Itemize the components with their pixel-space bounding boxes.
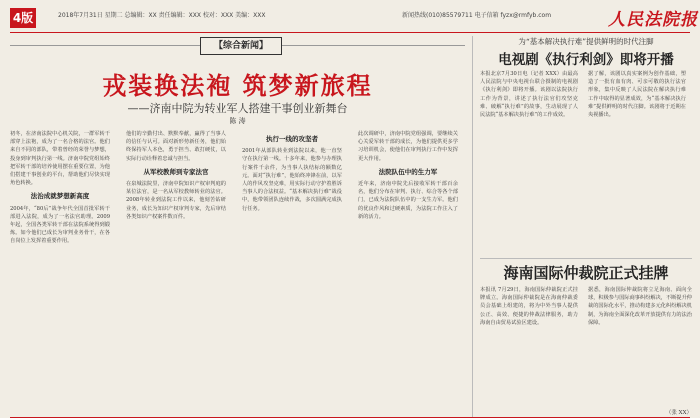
top-rule xyxy=(10,32,690,33)
page-number-badge: 4版 xyxy=(10,8,36,28)
paragraph: 近年来，济南中院先后接收军转干部百余名，他们分布在审判、执行、综合等各个部门，已成为法院队伍中的一支生力军。他们的优良作风和过硬素质，为法院工作注入了新的活力。 xyxy=(358,181,458,220)
second-headline: 海南国际仲裁院正式挂牌 xyxy=(503,264,669,282)
article-column: 据了解，该剧以真实案例为创作基础，塑造了一批有血有肉、可亲可敬的执行法官形象，集中反映了人民法院在解决执行难工作中取得的显著成效，为“基本解决执行难”提供鲜明的时代注脚。该剧将于近期在央视播出。 xyxy=(588,71,686,119)
article-column: 本报北京7月30日电（记者 XXX）由最高人民法院与中央电视台联合摄制的电视剧《执行利剑》即将开播。该剧以法院执行工作为背景，讲述了执行法官们攻坚克难、破解“执行难”的故事，生动展现了人民法院“基本解决执行难”的工作成效。 xyxy=(480,71,578,119)
section-label: 【综合新闻】 xyxy=(200,37,282,55)
column-subheading: 法治成就梦想新高度 xyxy=(30,192,90,201)
news-hotline: 新闻热线(010)85579711 电子信箱 fyzx@rmfyb.com xyxy=(402,12,552,19)
main-subhead: ——济南中院为转业军人搭建干事创业新舞台 xyxy=(127,102,348,115)
article-column xyxy=(10,130,110,418)
reporter-signature: （张 XX） xyxy=(665,410,692,416)
date-line: 2018年7月31日 星期二 总编辑：XX 责任编辑：XXX 校对：XXX 美编：XXX xyxy=(58,12,266,19)
main-headline: 戎装换法袍 筑梦新旅程 xyxy=(102,72,373,100)
newspaper-logo: 人民法院报 xyxy=(608,10,698,30)
paragraph: 他们的辛勤付出、默默奉献，赢得了当事人的信任与认可。面对新形势新任务，他们始终保持军人本色，勇于担当、敢打硬仗，以实际行动诠释着忠诚与担当。 xyxy=(126,131,226,162)
paragraph: 2001年从部队转业到法院以来，他一直坚守在执行第一线。十多年来，他参与办理执行案件千余件，为当事人执结标的额数亿元。面对“执行难”，他始终冲锋在前，以军人的作风攻坚克难，用实际行动守护着胜诉当事人的合法权益。“基本解决执行难”战役中，他带领团队连续作战，多次圆满完成执行任务。 xyxy=(242,148,342,212)
article-column xyxy=(358,130,458,418)
article-column xyxy=(242,130,342,418)
article-column: 据悉，海南国际仲裁院将立足海南、面向全球，积极参与国际商事纠纷解决，不断提升仲裁的国际化水平，推动构建多元化纠纷解决机制，为海南全面深化改革开放提供有力的法治保障。 xyxy=(588,287,692,326)
column-subheading: 从军校教师到专家法官 xyxy=(143,167,209,176)
column-subheading: 法院队伍中的生力军 xyxy=(378,167,438,176)
side-kicker: 为“基本解决执行难”提供鲜明的时代注脚 xyxy=(518,37,654,46)
paragraph: 在泉城法院里，济南中院知识产权审判庭的某位法官，是一名从军校教师转业的法官。2008年转业到法院工作以来，他刻苦钻研业务，成长为知识产权审判专家，先后审结各类知识产权案件数百件。 xyxy=(126,181,226,220)
main-byline: 陈 涛 xyxy=(229,117,246,125)
article-column: 本报讯 7月29日，海南国际仲裁院正式挂牌成立。海南国际仲裁院是在海南仲裁委员会基础上组建的，将为中外当事人提供公正、高效、便捷的仲裁法律服务，助力海南自由贸易试验区建设。 xyxy=(480,287,578,326)
paragraph: 2004年，“80后”战争年代全国首批军转干部进入法院，成为了一名法官助理。2009年起，全国各类军转干部在法院系统得到锻炼。如今他们已成长为审判业务骨干，在各自岗位上发挥着重要作用。 xyxy=(10,205,110,245)
column-subheading: 执行一线的攻坚者 xyxy=(266,135,318,143)
column-separator xyxy=(472,36,473,418)
paragraph: 此次调研中，济南中院党组强调，要继续关心关爱军转干部的成长，为他们提供更多学习培训机会，使他们在审判执行工作中发挥更大作用。 xyxy=(358,131,458,162)
main-article xyxy=(10,58,465,418)
article-column xyxy=(126,130,226,418)
paragraph: 初冬，在济南法院中心机关院，一群军转干部穿上法袍，成为了一名合格的法官。他们来自不同的部队，带着曾经的荣誉与梦想，投身到审判执行第一线。济南中院党组始终把军转干部的培养使用摆在重要位置，为他们搭建干事创业的平台，帮助他们尽快实现角色转换。 xyxy=(10,131,110,187)
article-divider xyxy=(480,258,692,259)
page-header xyxy=(0,0,700,34)
side-headline: 电视剧《执行利剑》即将开播 xyxy=(498,52,674,68)
side-articles xyxy=(480,36,692,418)
